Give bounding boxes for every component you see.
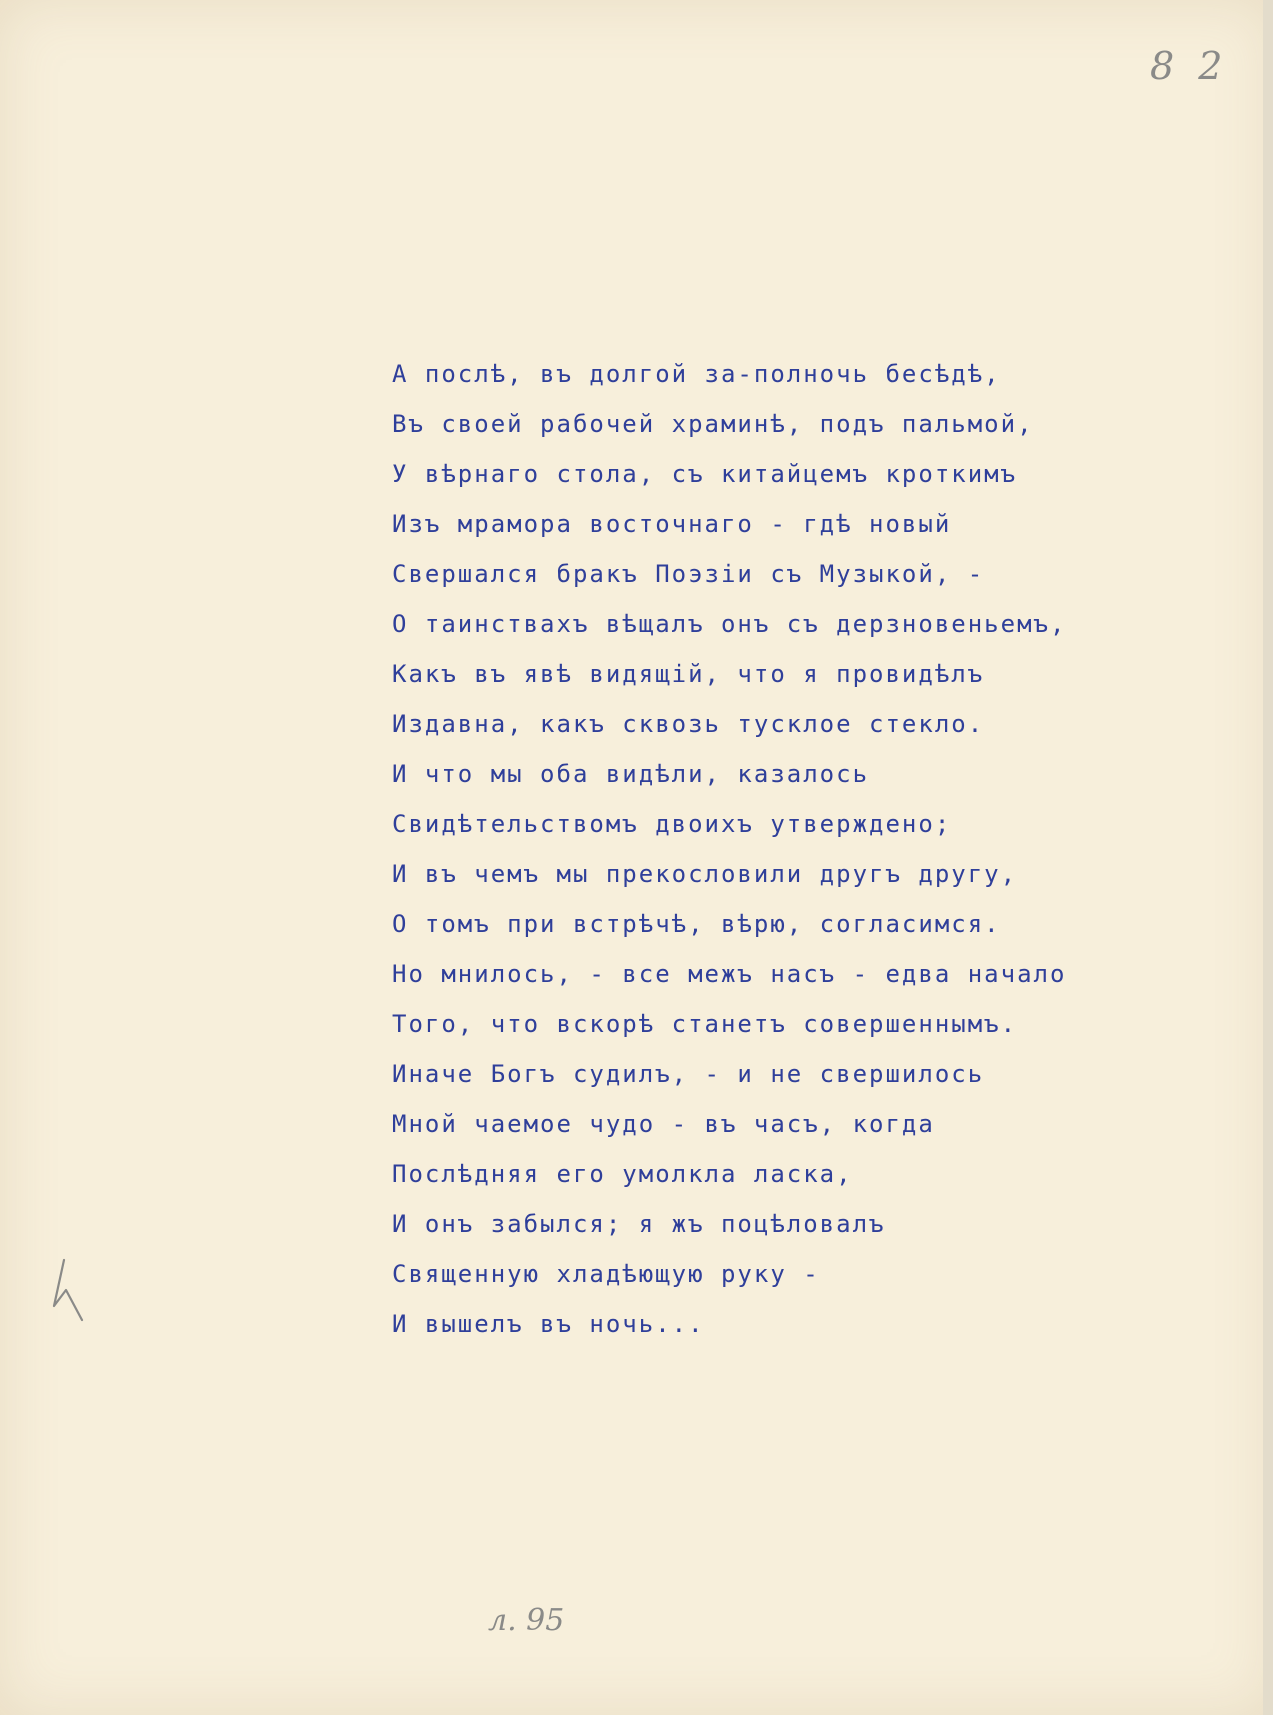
poem-line: Изъ мрамора восточнаго - гдѣ новый bbox=[392, 510, 952, 538]
poem-line: О таинствахъ вѣщалъ онъ съ дерзновеньемъ, bbox=[392, 610, 1067, 638]
poem-line: Того, что вскорѣ станетъ совершеннымъ. bbox=[392, 1010, 1018, 1038]
poem-line: Мной чаемое чудо - въ часъ, когда bbox=[392, 1110, 935, 1138]
poem-line: О томъ при встрѣчѣ, вѣрю, согласимся. bbox=[392, 910, 1001, 938]
archive-sheet-number: л. 95 bbox=[488, 1603, 565, 1638]
poem-line: Но мнилось, - все межъ насъ - едва начало bbox=[392, 960, 1067, 988]
folio-number: 8 2 bbox=[1150, 44, 1229, 88]
poem-line: Свершался бракъ Поэзіи съ Музыкой, - bbox=[392, 560, 985, 588]
poem-line: Священную хладѣющую руку - bbox=[392, 1260, 820, 1288]
poem-line: Послѣдняя его умолкла ласка, bbox=[392, 1160, 853, 1188]
poem-line: Иначе Богъ судилъ, - и не свершилось bbox=[392, 1060, 985, 1088]
poem-line: А послѣ, въ долгой за-полночь бесѣдѣ, bbox=[392, 360, 1001, 388]
poem-line: Издавна, какъ сквозь тусклое стекло. bbox=[392, 710, 985, 738]
poem-line: И въ чемъ мы прекословили другъ другу, bbox=[392, 860, 1018, 888]
poem-text bbox=[392, 349, 1152, 1349]
poem-line: Какъ въ явѣ видящій, что я провидѣлъ bbox=[392, 660, 985, 688]
poem-line: И что мы оба видѣли, казалось bbox=[392, 760, 870, 788]
poem-line: Въ своей рабочей храминѣ, подъ пальмой, bbox=[392, 410, 1034, 438]
poem-line: Свидѣтельствомъ двоихъ утверждено; bbox=[392, 810, 952, 838]
poem-line: И онъ забылся; я жъ поцѣловалъ bbox=[392, 1210, 886, 1238]
poem-line: И вышелъ въ ночь... bbox=[392, 1310, 705, 1338]
poem-line: У вѣрнаго стола, съ китайцемъ кроткимъ bbox=[392, 460, 1018, 488]
pencil-arrow-icon bbox=[42, 1254, 92, 1334]
